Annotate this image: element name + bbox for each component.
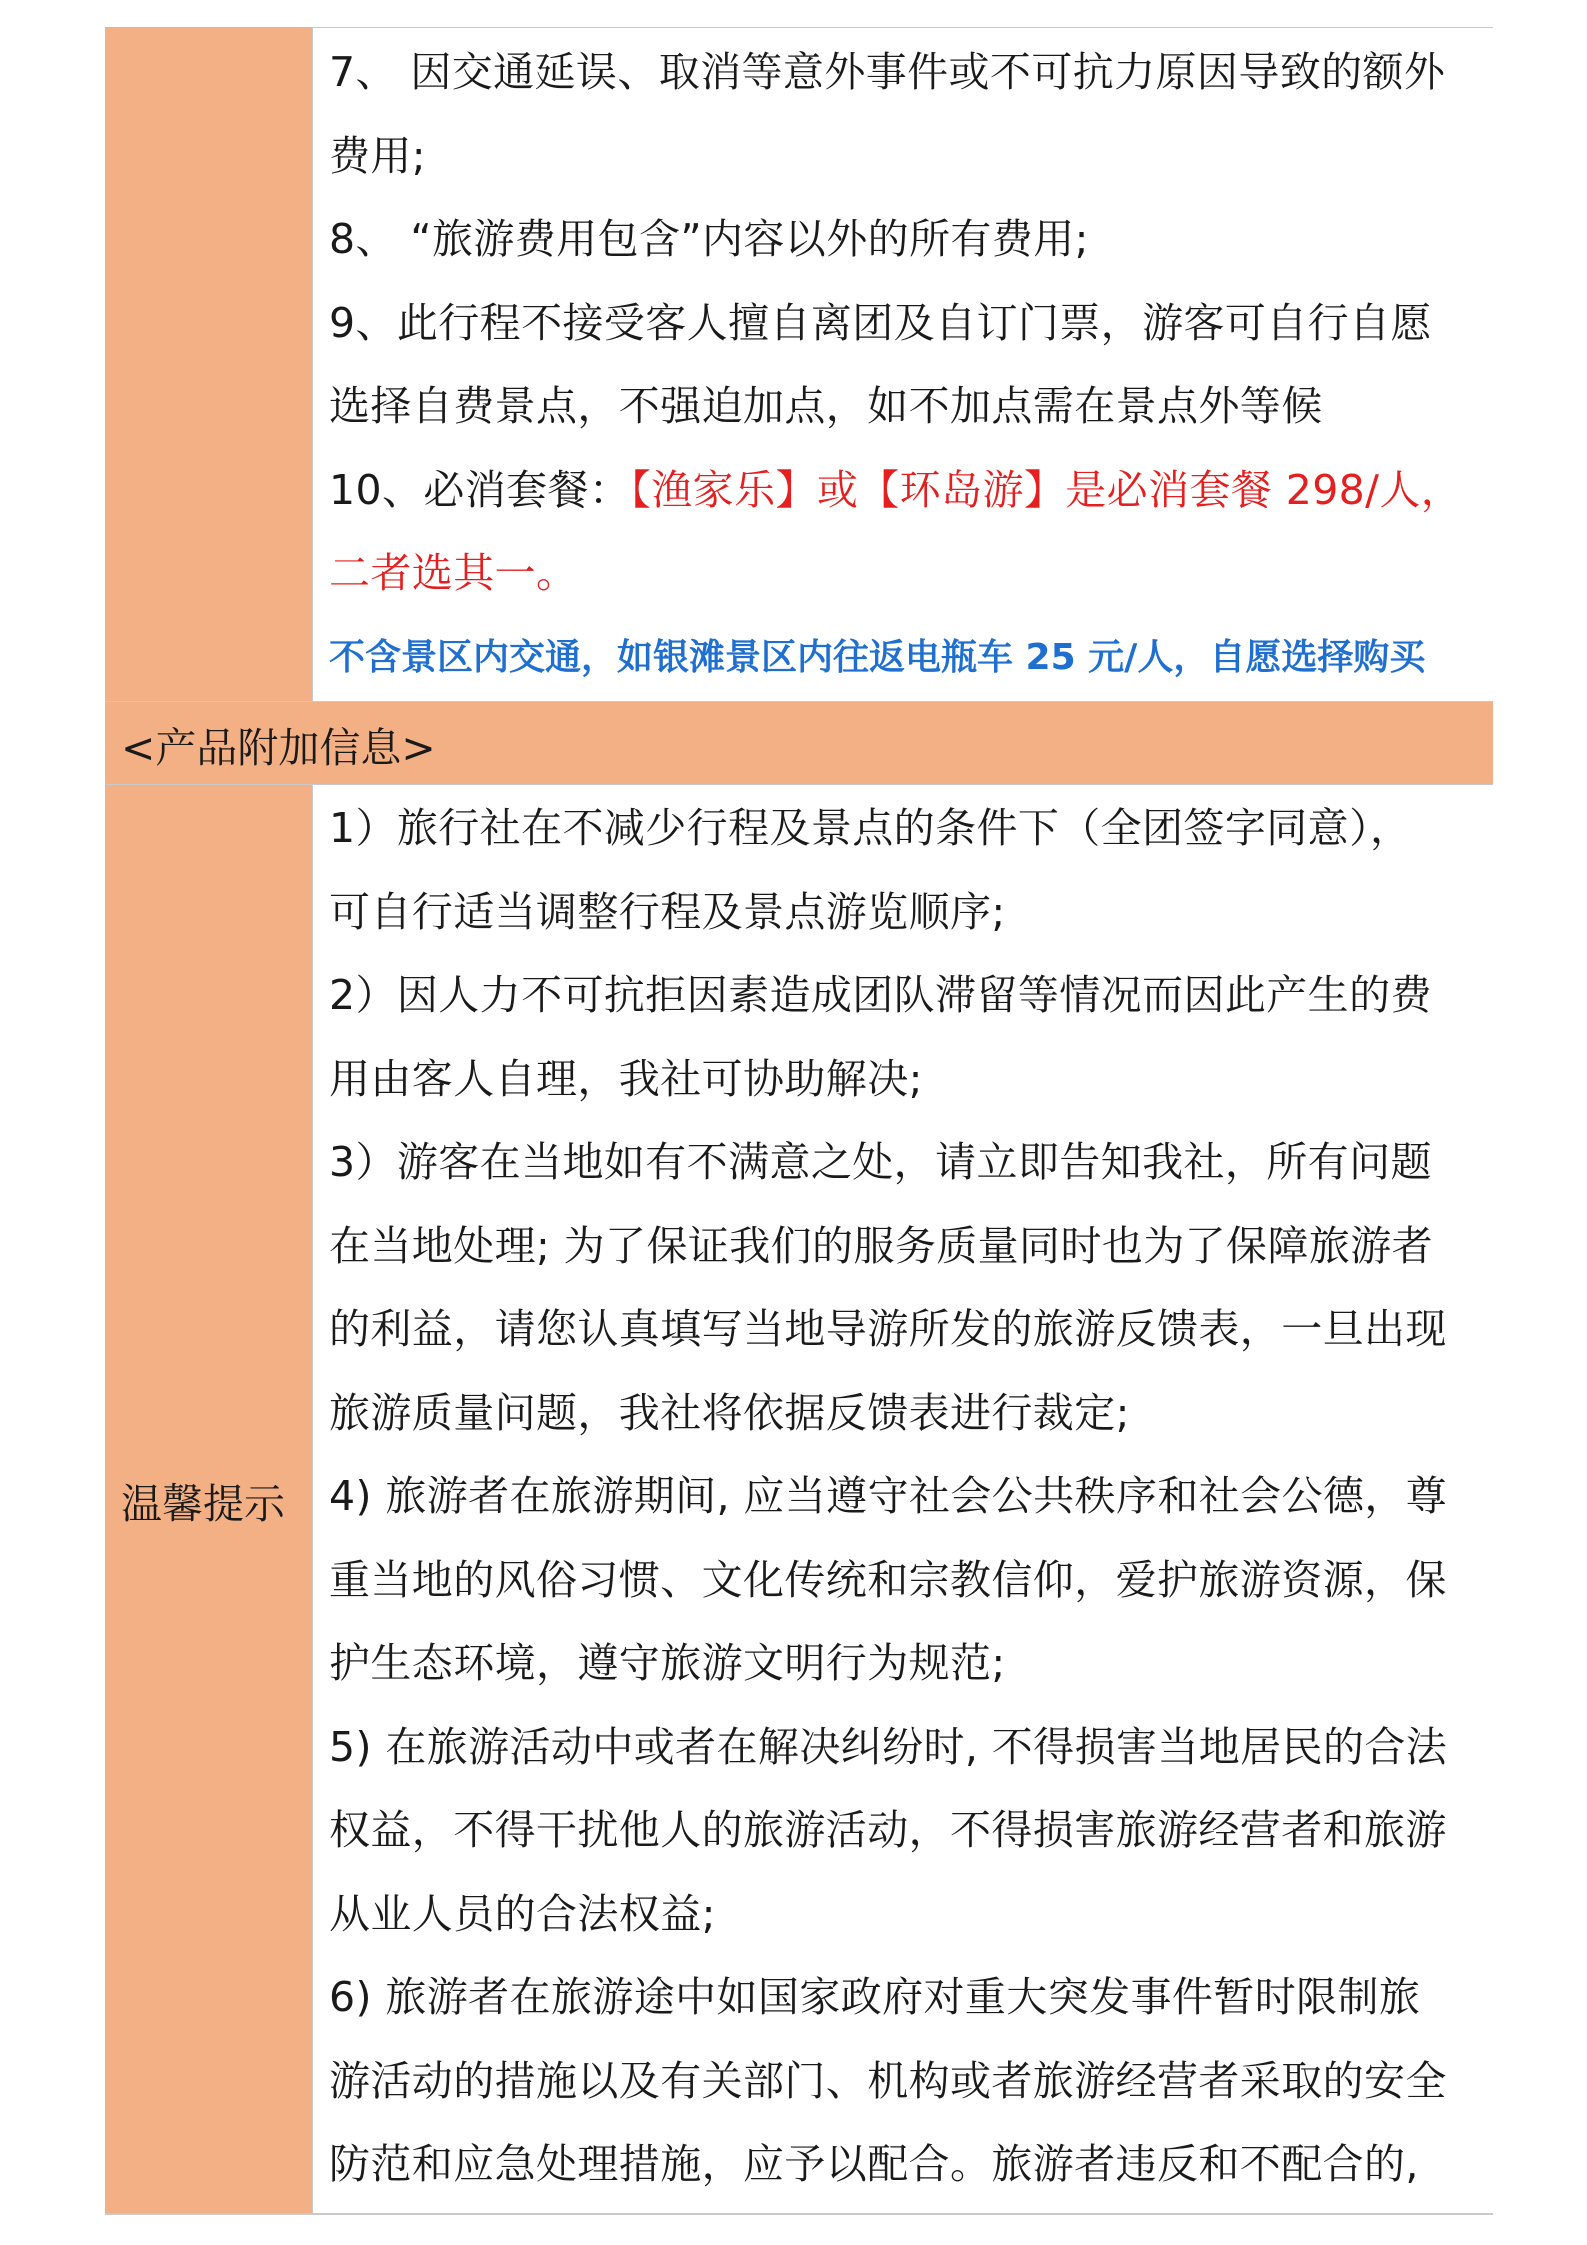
tip-line: 2）因人力不可抗拒因素造成团队滞留等情况而因此产生的费 [329,971,1432,1019]
tip-line: 护生态环境，遵守旅游文明行为规范; [329,1639,1006,1687]
section-title: <产品附加信息> [121,723,436,772]
tip-line: 从业人员的合法权益; [329,1889,716,1938]
tip-line: 5) 在旅游活动中或者在解决纠纷时, 不得损害当地居民的合法 [329,1722,1448,1771]
tip-line: 在当地处理; 为了保证我们的服务质量同时也为了保障旅游者 [329,1221,1434,1270]
transport-note: 不含景区内交通，如银滩景区内往返电瓶车 25 元/人，自愿选择购买 [329,636,1426,678]
tips-label-cell [105,785,313,2215]
tips-label: 温馨提示 [121,1479,285,1528]
fees-excluded-row [105,27,1493,701]
item-10-line-1 [329,449,1483,533]
fees-excluded-label-cell [105,27,313,701]
item-10-prefix: 10、必消套餐： [329,465,631,514]
tip-line: 旅游质量问题，我社将依据反馈表进行裁定; [329,1388,1130,1437]
item-9-line-2: 选择自费景点，不强迫加点，如不加点需在景点外等候 [329,382,1323,430]
item-7-line-1: 7、 因交通延误、取消等意外事件或不可抗力原因导致的额外 [329,48,1446,96]
table-bottom-border [105,2213,1493,2215]
tip-line: 6) 旅游者在旅游途中如国家政府对重大突发事件暂时限制旅 [329,1973,1421,2021]
itinerary-table [105,27,1493,2215]
item-10-line-2: 二者选其一。 [329,549,578,597]
product-extra-info-header [105,701,1493,785]
tip-line: 防范和应急处理措施，应予以配合。旅游者违反和不配合的, [329,2140,1419,2188]
mandatory-package-text: 【渔家乐】或【环岛游】是必消套餐 298/人， [630,465,1463,514]
item-8: 8、 “旅游费用包含”内容以外的所有费用; [329,215,1089,263]
tips-row [105,785,1493,2215]
tip-line: 的利益，请您认真填写当地导游所发的旅游反馈表，一旦出现 [329,1305,1447,1353]
tip-line: 1）旅行社在不减少行程及景点的条件下（全团签字同意）， [329,804,1412,852]
tips-content [329,787,1483,2207]
item-9-line-1: 9、此行程不接受客人擅自离团及自订门票，游客可自行自愿 [329,298,1432,347]
tip-line: 4) 旅游者在旅游期间, 应当遵守社会公共秩序和社会公德，尊 [329,1472,1448,1520]
tip-line: 3）游客在当地如有不满意之处，请立即告知我社，所有问题 [329,1138,1432,1186]
tip-line: 用由客人自理，我社可协助解决; [329,1054,923,1103]
tip-line: 权益，不得干扰他人的旅游活动，不得损害旅游经营者和旅游 [329,1806,1447,1854]
tip-line: 游活动的措施以及有关部门、机构或者旅游经营者采取的安全 [329,2056,1447,2105]
fees-excluded-content [329,31,1483,699]
tip-line: 可自行适当调整行程及景点游览顺序; [329,887,1006,936]
item-7-line-2: 费用; [329,131,427,180]
tip-line: 重当地的风俗习惯、文化传统和宗教信仰，爱护旅游资源，保 [329,1555,1447,1604]
